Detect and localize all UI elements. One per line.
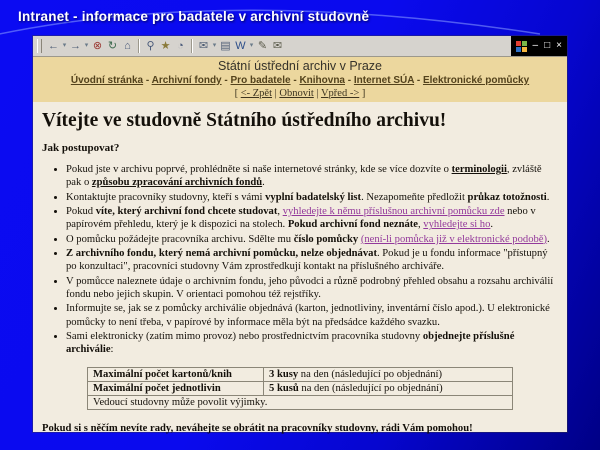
text-segment: Z archivního fondu, který nemá archivní pomůcku, nelze objednávat [66, 248, 377, 260]
nav-links: Úvodní stránka - Archivní fondy - Pro badatele - Knihovna - Internet SÚA - Elektronické pomůcky [70, 75, 530, 86]
text-segment: objednejte příslušné archiválie [66, 331, 515, 356]
print-icon[interactable]: ▤ [220, 40, 231, 52]
nav-link[interactable]: Knihovna [299, 75, 345, 86]
inline-link[interactable]: vyhledejte si ho [423, 219, 491, 231]
instructions-list [66, 163, 558, 357]
back-icon[interactable]: ← [48, 40, 59, 52]
text-segment: číslo pomůcky [293, 233, 359, 245]
refresh-link[interactable]: Obnovit [279, 88, 314, 99]
text-segment: Informujte se, jak se z pomůcky archiválie objednává (karton, jednotliviny, inventární číslo apod.). U elektronické pomůcky to není třeba, v papírové by informace měla být na předsádce každého svazku. [66, 303, 550, 328]
messenger-icon[interactable]: ✉ [272, 40, 283, 52]
list-item [66, 330, 558, 357]
nav-link[interactable]: Archivní fondy [151, 75, 222, 86]
slide-title: Intranet - informace pro badatele v archivní studovně [18, 9, 370, 24]
home-icon[interactable]: ⌂ [124, 40, 131, 52]
refresh-icon[interactable]: ↻ [107, 40, 118, 52]
site-header [33, 57, 567, 102]
inline-link[interactable]: způsobu zpracování archivních fondů [91, 177, 263, 189]
nav-link[interactable]: Internet SÚA [353, 75, 415, 86]
text-segment: . [490, 219, 494, 231]
text-segment: víte, který archivní fond chcete studovat [95, 206, 278, 218]
text-segment: nebo v papírovém přehledu, který je k dispozici na stolech. [66, 206, 536, 231]
stop-icon[interactable]: ⊗ [92, 40, 103, 52]
limit-value: 5 kusů na den (následující po objednání) [264, 381, 513, 395]
closing-note: Pokud si s něčím nevíte rady, neváhejte se obrátit na pracovníky studovny, rádi Vám pomohou! [42, 422, 473, 434]
edit-dropdown-icon[interactable]: ▾ [249, 42, 254, 49]
toolbar-separator [191, 39, 193, 53]
close-button[interactable]: × [556, 40, 562, 51]
window-controls [511, 36, 567, 56]
toolbar-icons [46, 37, 285, 55]
minimize-button[interactable]: – [532, 40, 539, 51]
inline-link[interactable]: vyhledejte k němu příslušnou archivní pomůcku zde [282, 206, 505, 218]
search-icon[interactable]: ⚲ [146, 40, 155, 52]
page-heading: Vítejte ve studovně Státního ústředního archivu! [42, 110, 447, 131]
list-item [66, 275, 558, 302]
edit-word-icon[interactable]: W [235, 40, 246, 52]
text-segment: vyplní badatelský list [265, 191, 362, 203]
list-item [66, 247, 558, 274]
text-segment: . Nezapomeňte předložit [361, 191, 468, 203]
toolbar-grip-handle[interactable] [37, 39, 42, 53]
inline-link[interactable]: terminologii [451, 164, 507, 175]
favorites-icon[interactable]: ★ [160, 40, 171, 52]
forward-icon[interactable]: → [70, 40, 81, 52]
mail-dropdown-icon[interactable]: ▾ [212, 42, 217, 49]
windows-logo-icon [516, 41, 527, 52]
text-segment: . [547, 233, 550, 245]
nav-link[interactable]: Elektronické pomůcky [422, 75, 530, 86]
list-item [66, 233, 558, 246]
history-icon[interactable]: ◔ [177, 40, 184, 52]
text-segment: : [110, 344, 114, 356]
list-item [66, 302, 558, 329]
back-link[interactable]: <- Zpět [240, 88, 273, 99]
inline-link[interactable]: (není-li pomůcka již v elektronické podobě) [360, 233, 548, 245]
forward-link[interactable]: Vpřed -> [320, 88, 360, 99]
text-segment: průkaz totožnosti [467, 191, 547, 203]
table-footer-row [88, 395, 513, 409]
list-item [66, 163, 558, 190]
site-title: Státní ústřední archiv v Praze [218, 59, 382, 73]
text-segment: , [418, 219, 424, 231]
forward-dropdown-icon[interactable]: ▾ [84, 42, 89, 49]
toolbar-separator [138, 39, 140, 53]
browser-window [33, 36, 567, 432]
nav-link[interactable]: Úvodní stránka [70, 75, 144, 86]
text-segment: , zvláště pak o [66, 164, 542, 189]
text-segment: Pokud jste v archivu poprvé, prohlédněte si naše internetové stránky, kde se více dozvíte o [66, 164, 452, 175]
page-content [33, 102, 567, 434]
list-item [66, 205, 558, 232]
text-segment: , [277, 206, 283, 218]
nav-link[interactable]: Pro badatele [230, 75, 291, 86]
limit-value: 3 kusy na den (následující po objednání) [264, 367, 513, 381]
limit-label: Maximální počet kartonů/knih [88, 367, 264, 381]
limit-label: Maximální počet jednotlivin [88, 381, 264, 395]
limits-table-body [88, 367, 513, 409]
text-segment: . Pokud je u fondu informace "přístupný po konzultaci", pracovníci studovny Vám zprostředkují kontakt na příslušného archiváře. [66, 248, 548, 273]
text-segment: . [546, 191, 550, 203]
section-heading: Jak postupovat? [42, 142, 120, 154]
text-segment: Pokud archivní fond neznáte [287, 219, 418, 231]
text-segment: O pomůcku požádejte pracovníka archivu. Sdělte mu [66, 233, 294, 245]
restore-button[interactable]: □ [544, 40, 551, 51]
text-segment: Kontaktujte pracovníky studovny, kteří s vámi [66, 191, 266, 203]
table-row [88, 381, 513, 395]
table-footer: Vedoucí studovny může povolit výjimky. [88, 395, 513, 409]
text-segment: Sami elektronicky (zatím mimo provoz) nebo prostřednictvím pracovníka studovny [66, 331, 423, 343]
table-row [88, 367, 513, 381]
list-item [66, 191, 558, 204]
limits-table [87, 367, 513, 410]
text-segment: V pomůcce naleznete údaje o archivním fondu, jeho původci a různě podrobný přehled obsahu a rozsahu archiválií fondu nebo jejich skupin. V orientaci pomohou též rejstříky. [66, 275, 554, 301]
browser-toolbar [33, 36, 567, 57]
mail-icon[interactable]: ✉ [198, 40, 209, 52]
history-bar: [ <- Zpět | Obnovit | Vpřed -> ] [234, 88, 366, 99]
text-segment: Pokud [66, 206, 96, 218]
text-segment: . [262, 177, 265, 189]
discuss-icon[interactable]: ✎ [257, 40, 268, 52]
back-dropdown-icon[interactable]: ▾ [62, 42, 67, 49]
